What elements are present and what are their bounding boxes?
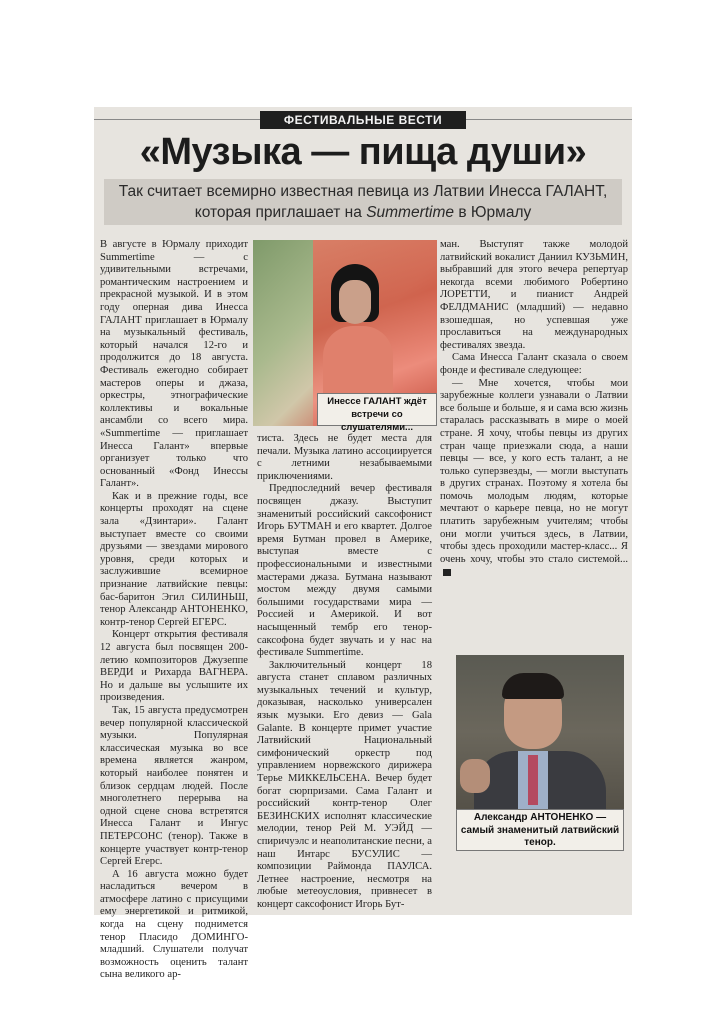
paragraph: тиста. Здесь не будет места для печали. Музыка латино ассоциируется с летними незабываемыми приключениями. xyxy=(257,433,432,482)
paragraph: ман. Выступят также молодой латвийский вокалист Даниил КУЗЬМИН, выбравший для этого вечера репертуар некогда всеми любимого Робертино ЛОРЕТТИ, и пианист Андрей ФЕЛДМАНИС (младший) — недавно взошедшая, но успевшая уже прославиться на международных фестивалях звезда. xyxy=(440,239,628,351)
paragraph: Как и в прежние годы, все концерты проходят на сцене зала «Дзинтари». Галант выступает вместе со своими друзьями — звездами мирового уровня, среди которых и заслужившие всемирное признание латвийские певцы: бас-баритон Эгил СИЛИНЬШ, тенор Александр АНТОНЕНКО, контр-тенор Сергей ЕГЕРС. xyxy=(100,490,248,628)
paragraph: Сама Инесса Галант сказала о своем фонде и фестивале следующее: xyxy=(440,352,628,376)
article-column-2 xyxy=(257,433,432,912)
subhead-line2-pre: которая приглашает на xyxy=(194,204,367,221)
paragraph xyxy=(440,378,628,580)
subhead xyxy=(104,181,622,223)
rubric-label: ФЕСТИВАЛЬНЫЕ ВЕСТИ xyxy=(260,111,466,129)
subhead-line1: Так считает всемирно известная певица из Латвии Инесса ГАЛАНТ, xyxy=(118,183,608,200)
end-mark xyxy=(443,569,451,576)
tenor-photo-caption: Александр АНТОНЕНКО — самый знаменитый латвийский тенор. xyxy=(456,809,624,851)
subhead-line2 xyxy=(104,202,622,223)
subhead-line2-italic: Summertime xyxy=(366,204,455,221)
headline: «Музыка — пища души» xyxy=(139,131,587,173)
article-column-3 xyxy=(440,239,628,579)
paragraph: Концерт открытия фестиваля 12 августа был посвящен 200-летию композиторов Джузеппе ВЕРДИ и Рихарда ВАГНЕРА. Но и дальше вы услышите их произведения. xyxy=(100,629,248,704)
newspaper-clipping xyxy=(94,107,632,981)
paragraph: Предпоследний вечер фестиваля посвящен джазу. Выступит знаменитый российский саксофонист Игорь БУТМАН и его квартет. Долгое время Бутман провел в Америке, выступая вместе с профессиональными и известными мастерами джаза. Бутмана называют мостом между двумя самыми большими государствами мира — Россией и Америкой. И вот насыщенный тембр его тенор-саксофона будет звучать и у нас на фестивале Summertime. xyxy=(257,483,432,659)
subhead-line2-post: в Юрмалу xyxy=(454,204,532,221)
quote-text: — Мне хочется, чтобы мои зарубежные коллеги узнавали о Латвии все больше и больше, я и сама всю жизнь старалась рассказывать в мире о моей стране. Я хочу, чтобы певцы из других стран чаще приезжали сюда, а наши певцы — все, у кого есть талант, а не только суперзвезды, — могли выступать в других странах. Поэтому я хотела бы помочь молодым людям, которые мечтают о карьере певца, но не могут платить зарубежным учителям; чтобы они могли учиться здесь, в Латвии, чтобы здесь проходили мастер-класс... Я очень хочу, чтобы это стало системой... xyxy=(440,377,628,565)
article-column-1 xyxy=(100,239,248,982)
paragraph: А 16 августа можно будет насладиться вечером в атмосфере латино с присущими ему энергетикой и ритмикой, когда на сцену поднимется тенор Пласидо ДОМИНГО-младший. Слушатели получат возможность оценить талант сына великого ар- xyxy=(100,868,248,981)
paragraph: Заключительный концерт 18 августа станет сплавом различных музыкальных течений и культур, доказывая, насколько универсален язык музыки. Его девиз — Gala Galante. В концерте примет участие Латвийский Национальный симфонический оркестр под управлением норвежского дирижера Терье МИККЕЛЬСЕНА. Вечер будет богат сюрпризами. Сама Галант и российский контр-тенор Олег БЕЗИНСКИХ исполнят классические мелодии, тенор Рей М. УЭЙД — спиричуэлс и неаполитанские песни, а наш Интарс БУСУЛИС — композиции Раймонда ПАУЛСА. Летнее настроение, несмотря на любые метеоусловия, привнесет в концерт саксофонист Игорь Бут- xyxy=(257,659,432,910)
paragraph: Так, 15 августа предусмотрен вечер популярной классической музыки. Популярная классическая музыка во все времена является жанром, который наиболее понятен и близок сердцам людей. После многолетнего перерыва на одной сцене снова встретятся Инесса Галант и Ингус ПЕТЕРСОНС (тенор). Также в концерте участвует контр-тенор Сергей Егерс. xyxy=(100,704,248,868)
paragraph: В августе в Юрмалу приходит Summertime — с удивительными встречами, романтическим настроением и прекрасной музыкой. И в этом году оперная дива Инесса ГАЛАНТ приглашает в Юрмалу на музыкальный фестиваль, который начался 12-го и продолжится до 18 августа. Фестиваль ежегодно собирает мастеров оперы и джаза, оркестры, этнографические коллективы и вокальные ансамбли со всего мира. «Summertime — приглашает Инесса Галант» впервые организует только что основанный «Фонд Инессы Галант». xyxy=(100,239,248,490)
singer-photo-caption: Инессе ГАЛАНТ ждёт встречи со слушателями... xyxy=(317,393,437,426)
